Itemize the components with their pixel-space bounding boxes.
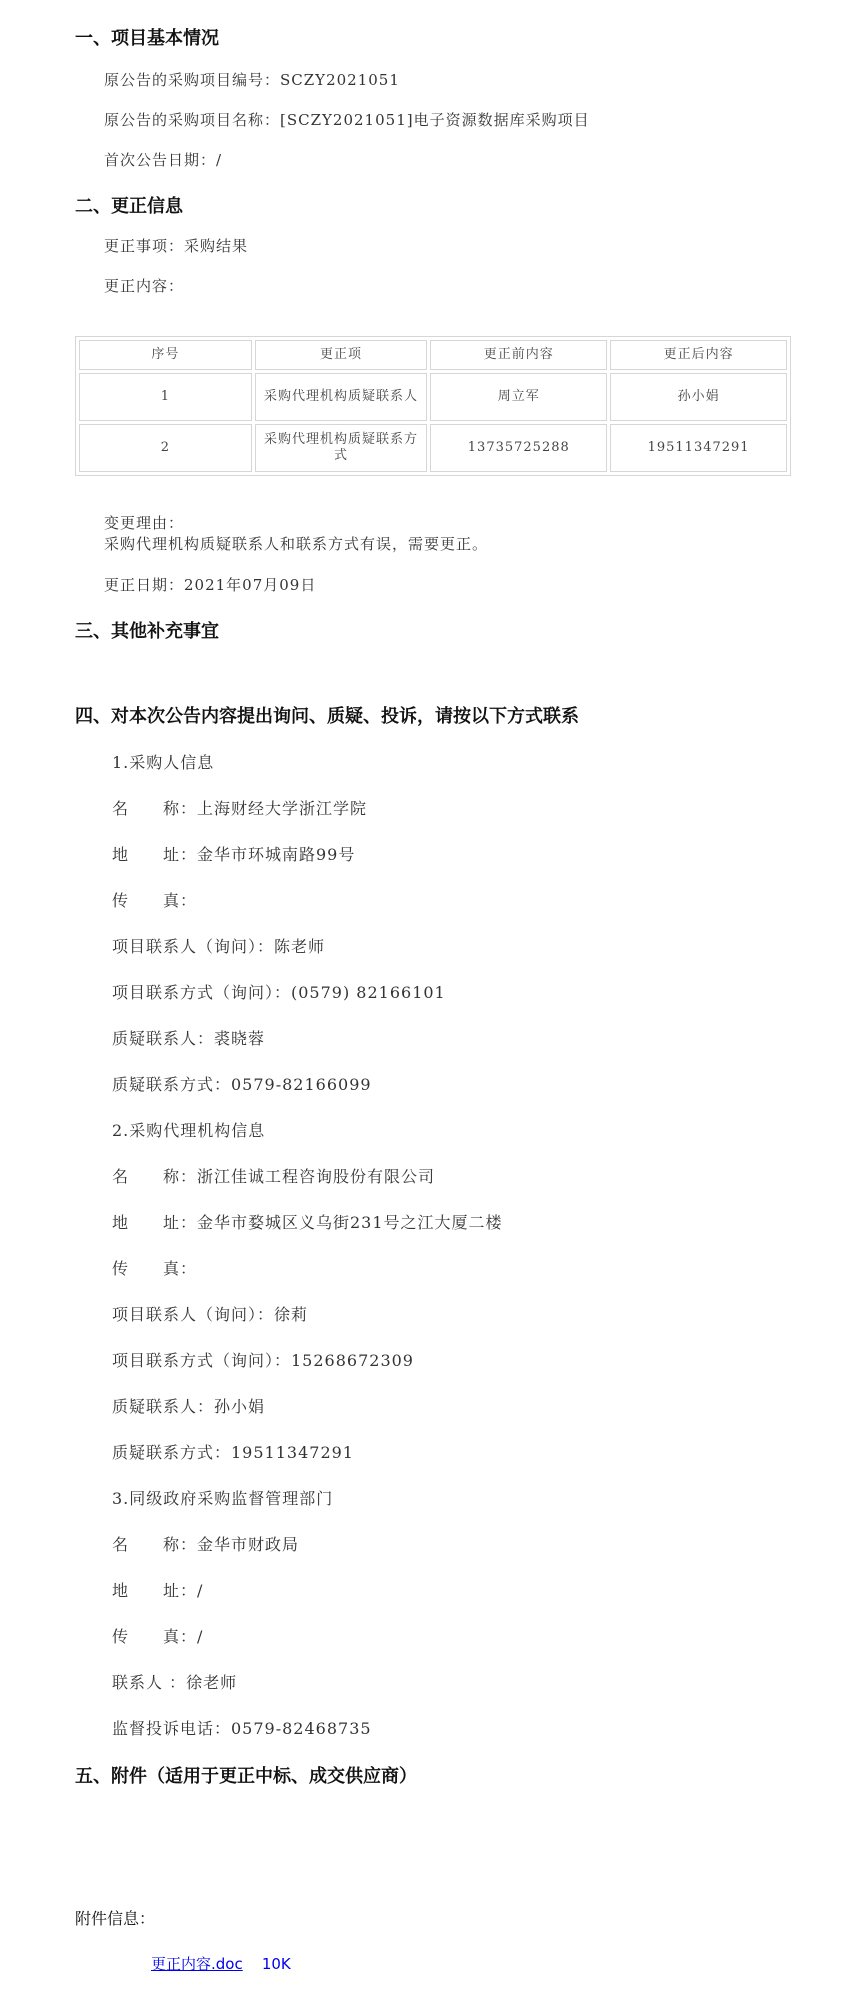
section-title-attachments: 五、附件（适用于更正中标、成交供应商） [75, 1766, 417, 1787]
cell-after: 孙小娟 [610, 373, 787, 421]
cell-after: 19511347291 [610, 424, 787, 472]
agency-name: 名 称：浙江佳诚工程咨询股份有限公司 [112, 1167, 436, 1186]
section-title-other-matters: 三、其他补充事宜 [75, 621, 219, 642]
table-row [79, 373, 787, 421]
header-after: 更正后内容 [610, 340, 787, 370]
correction-table [75, 336, 791, 476]
table-header-row [79, 340, 787, 370]
agency-address: 地 址：金华市婺城区义乌街231号之江大厦二楼 [112, 1213, 503, 1232]
attachment-item [151, 1953, 291, 1974]
cell-before: 周立军 [430, 373, 607, 421]
cell-before: 13735725288 [430, 424, 607, 472]
agency-contact: 项目联系人（询问）：徐莉 [112, 1305, 309, 1324]
agency-phone: 项目联系方式（询问）：15268672309 [112, 1351, 414, 1370]
section-title-correction-info: 二、更正信息 [75, 196, 183, 217]
purchaser-question-phone: 质疑联系方式：0579-82166099 [112, 1075, 372, 1094]
header-item: 更正项 [255, 340, 428, 370]
agency-fax: 传 真： [112, 1259, 198, 1278]
reason-text: 采购代理机构质疑联系人和联系方式有误，需要更正。 [104, 535, 489, 553]
table-row [79, 424, 787, 472]
cell-index: 1 [79, 373, 252, 421]
project-name: 原公告的采购项目名称：[SCZY2021051]电子资源数据库采购项目 [104, 111, 590, 129]
gov-name: 名 称：金华市财政局 [112, 1535, 300, 1554]
purchaser-question-contact: 质疑联系人：裘晓蓉 [112, 1029, 266, 1048]
cell-item: 采购代理机构质疑联系人 [255, 373, 428, 421]
attachment-link[interactable]: 更正内容.doc [151, 1955, 243, 1973]
first-announcement-date: 首次公告日期：/ [104, 151, 223, 169]
project-number: 原公告的采购项目编号：SCZY2021051 [104, 71, 400, 89]
agency-question-contact: 质疑联系人：孙小娟 [112, 1397, 266, 1416]
purchaser-name: 名 称：上海财经大学浙江学院 [112, 799, 368, 818]
agency-heading: 2.采购代理机构信息 [112, 1121, 266, 1140]
correction-content-label: 更正内容： [104, 277, 185, 295]
gov-address: 地 址：/ [112, 1581, 204, 1600]
purchaser-phone: 项目联系方式（询问）：(0579) 82166101 [112, 983, 446, 1002]
gov-heading: 3.同级政府采购监督管理部门 [112, 1489, 334, 1508]
purchaser-fax: 传 真： [112, 891, 198, 910]
gov-fax: 传 真：/ [112, 1627, 204, 1646]
correction-item: 更正事项：采购结果 [104, 237, 249, 255]
header-index: 序号 [79, 340, 252, 370]
section-title-contact: 四、对本次公告内容提出询问、质疑、投诉，请按以下方式联系 [75, 706, 579, 727]
cell-item: 采购代理机构质疑联系方式 [255, 424, 428, 472]
reason-label: 变更理由： [104, 514, 185, 532]
attachment-size: 10K [261, 1955, 291, 1973]
gov-contact: 联系人 ：徐老师 [112, 1673, 238, 1692]
header-before: 更正前内容 [430, 340, 607, 370]
correction-date: 更正日期：2021年07月09日 [104, 576, 317, 594]
purchaser-heading: 1.采购人信息 [112, 753, 215, 772]
purchaser-contact: 项目联系人（询问）：陈老师 [112, 937, 326, 956]
attachments-label: 附件信息： [75, 1909, 156, 1928]
purchaser-address: 地 址：金华市环城南路99号 [112, 845, 356, 864]
agency-question-phone: 质疑联系方式：19511347291 [112, 1443, 354, 1462]
cell-index: 2 [79, 424, 252, 472]
section-title-basic-info: 一、项目基本情况 [75, 28, 219, 49]
gov-complaint-phone: 监督投诉电话：0579-82468735 [112, 1719, 372, 1738]
